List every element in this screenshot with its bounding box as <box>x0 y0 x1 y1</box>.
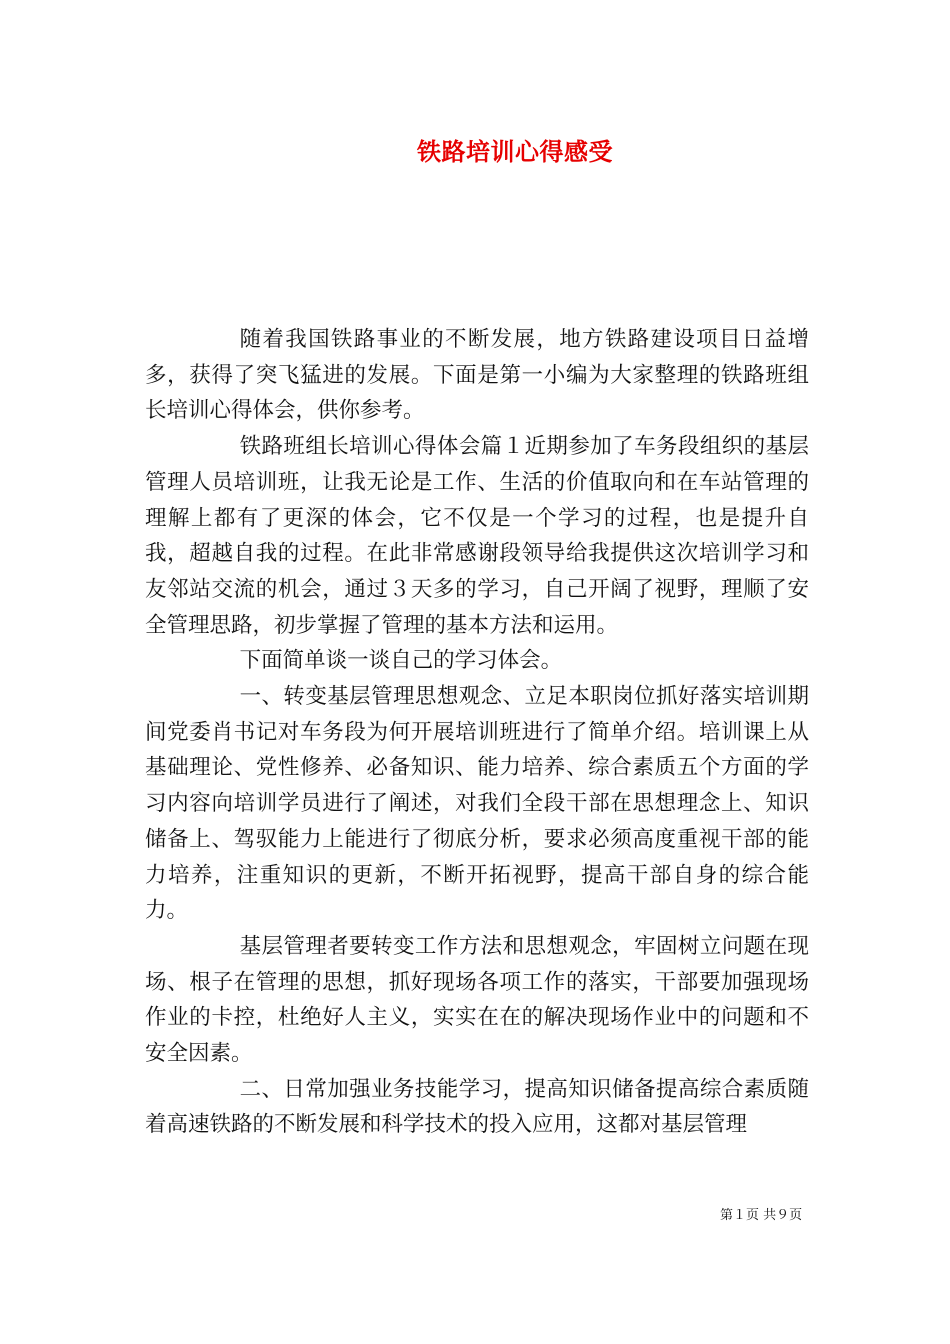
paragraph-section-1: 一、转变基层管理思想观念、立足本职岗位抓好落实培训期间党委肖书记对车务段为何开展培训班进行了简单介绍。培训课上从基础理论、党性修养、必备知识、能力培养、综合素质五个方面的学习内容向培训学员进行了阐述，对我们全段干部在思想理念上、知识储备上、驾驭能力上能进行了彻底分析，要求必须高度重视干部的能力培养，注重知识的更新，不断开拓视野，提高干部自身的综合能力。 <box>145 684 809 924</box>
page-number-footer: 第１页 共９页 <box>720 1208 803 1223</box>
document-body <box>145 322 809 1143</box>
paragraph-section-1-continued: 基层管理者要转变工作方法和思想观念，牢固树立问题在现场、根子在管理的思想，抓好现场各项工作的落实，干部要加强现场作业的卡控，杜绝好人主义，实实在在的解决现场作业中的问题和不安全因素。 <box>145 933 809 1067</box>
paragraph-part-1: 铁路班组长培训心得体会篇１近期参加了车务段组织的基层管理人员培训班，让我无论是工作、生活的价值取向和在车站管理的理解上都有了更深的体会，它不仅是一个学习的过程，也是提升自我，超越自我的过程。在此非常感谢段领导给我提供这次培训学习和友邻站交流的机会，通过３天多的学习，自己开阔了视野，理顺了安全管理思路，初步掌握了管理的基本方法和运用。 <box>145 434 809 638</box>
document-title: 铁路培训心得感受 <box>417 137 613 166</box>
paragraph-section-2: 二、日常加强业务技能学习，提高知识储备提高综合素质随着高速铁路的不断发展和科学技术的投入应用，这都对基层管理 <box>145 1076 809 1138</box>
paragraph-transition: 下面简单谈一谈自己的学习体会。 <box>239 648 563 674</box>
paragraph-intro: 随着我国铁路事业的不断发展，地方铁路建设项目日益增多，获得了突飞猛进的发展。下面是第一小编为大家整理的铁路班组长培训心得体会，供你参考。 <box>145 327 809 424</box>
